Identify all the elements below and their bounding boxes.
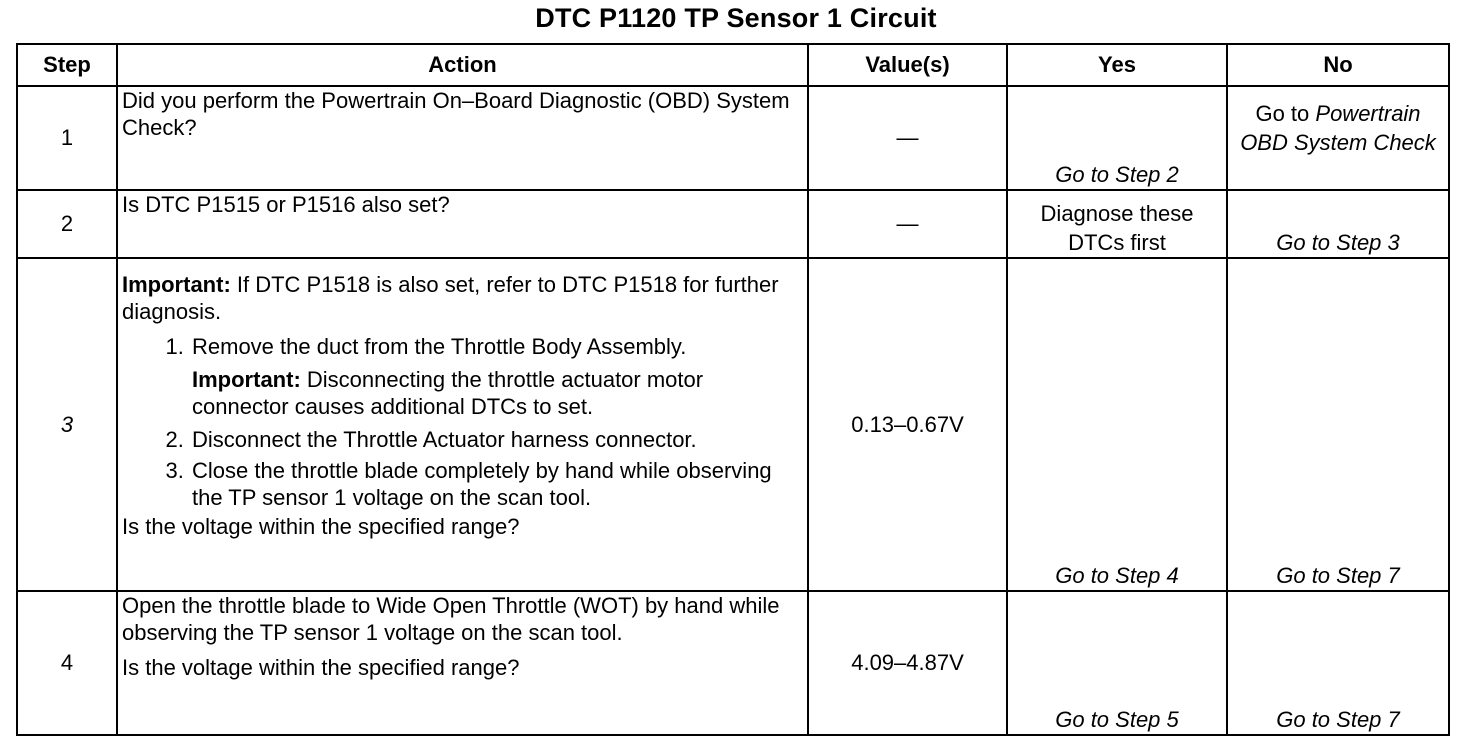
no-cell (1227, 591, 1449, 735)
important-label: Important: (122, 272, 231, 297)
yes-cell (1007, 190, 1227, 258)
action-question: Is the voltage within the specified range? (122, 655, 520, 680)
no-link[interactable]: Go to Step 7 (1276, 707, 1400, 732)
no-link[interactable]: Go to Step 7 (1276, 563, 1400, 588)
header-no: No (1227, 44, 1449, 86)
table-row (17, 258, 1449, 591)
page-title: DTC P1120 TP Sensor 1 Circuit (535, 3, 937, 33)
important-note (122, 271, 803, 325)
value-cell: 0.13–0.67V (808, 258, 1007, 591)
step-number: 3 (17, 258, 117, 591)
value-cell: — (808, 86, 1007, 190)
yes-link[interactable]: Go to Step 2 (1055, 162, 1179, 187)
no-cell (1227, 258, 1449, 591)
yes-link[interactable]: Go to Step 5 (1055, 707, 1179, 732)
no-cell (1227, 190, 1449, 258)
yes-cell (1007, 258, 1227, 591)
no-link[interactable]: Go to Step 3 (1276, 230, 1400, 255)
action-text (117, 591, 808, 735)
no-prefix: Go to (1255, 101, 1310, 126)
step-number: 2 (17, 190, 117, 258)
table-row (17, 86, 1449, 190)
yes-cell (1007, 86, 1227, 190)
substep-list (122, 333, 803, 511)
substep-text: Remove the duct from the Throttle Body Assembly. (192, 334, 687, 359)
important-label: Important: (192, 367, 301, 392)
no-cell (1227, 86, 1449, 190)
substep-text: Close the throttle blade completely by hand while observing the TP sensor 1 voltage on the scan tool. (192, 458, 772, 510)
header-step: Step (17, 44, 117, 86)
step-number: 1 (17, 86, 117, 190)
action-paragraph: Open the throttle blade to Wide Open Throttle (WOT) by hand while observing the TP sensor 1 voltage on the scan tool. (122, 593, 780, 645)
yes-link[interactable]: Go to Step 4 (1055, 563, 1179, 588)
header-action: Action (117, 44, 808, 86)
important-text: If DTC P1518 is also set, refer to DTC P1518 for further diagnosis. (122, 272, 779, 324)
action-text (117, 86, 808, 190)
action-question: Is the voltage within the specified range? (122, 514, 520, 539)
substep-text: Disconnect the Throttle Actuator harness connector. (192, 427, 697, 452)
substep-item (190, 333, 803, 420)
diagnostic-table (16, 43, 1450, 736)
substep-note (192, 366, 803, 420)
yes-link[interactable]: Diagnose these DTCs first (1040, 201, 1194, 255)
yes-cell (1007, 591, 1227, 735)
step-number: 4 (17, 591, 117, 735)
header-yes: Yes (1007, 44, 1227, 86)
header-row (17, 44, 1449, 86)
value-cell: 4.09–4.87V (808, 591, 1007, 735)
no-link[interactable]: Powertrain OBD System Check (1240, 101, 1436, 155)
header-values: Value(s) (808, 44, 1007, 86)
action-paragraph: Did you perform the Powertrain On–Board Diagnostic (OBD) System Check? (122, 88, 790, 140)
substep-item (190, 426, 803, 453)
action-paragraph: Is DTC P1515 or P1516 also set? (122, 192, 450, 217)
action-text (117, 258, 808, 591)
important-text: Disconnecting the throttle actuator motor connector causes additional DTCs to set. (192, 367, 704, 419)
table-row (17, 591, 1449, 735)
table-row (17, 190, 1449, 258)
value-cell: — (808, 190, 1007, 258)
action-text (117, 190, 808, 258)
substep-item (190, 457, 803, 511)
